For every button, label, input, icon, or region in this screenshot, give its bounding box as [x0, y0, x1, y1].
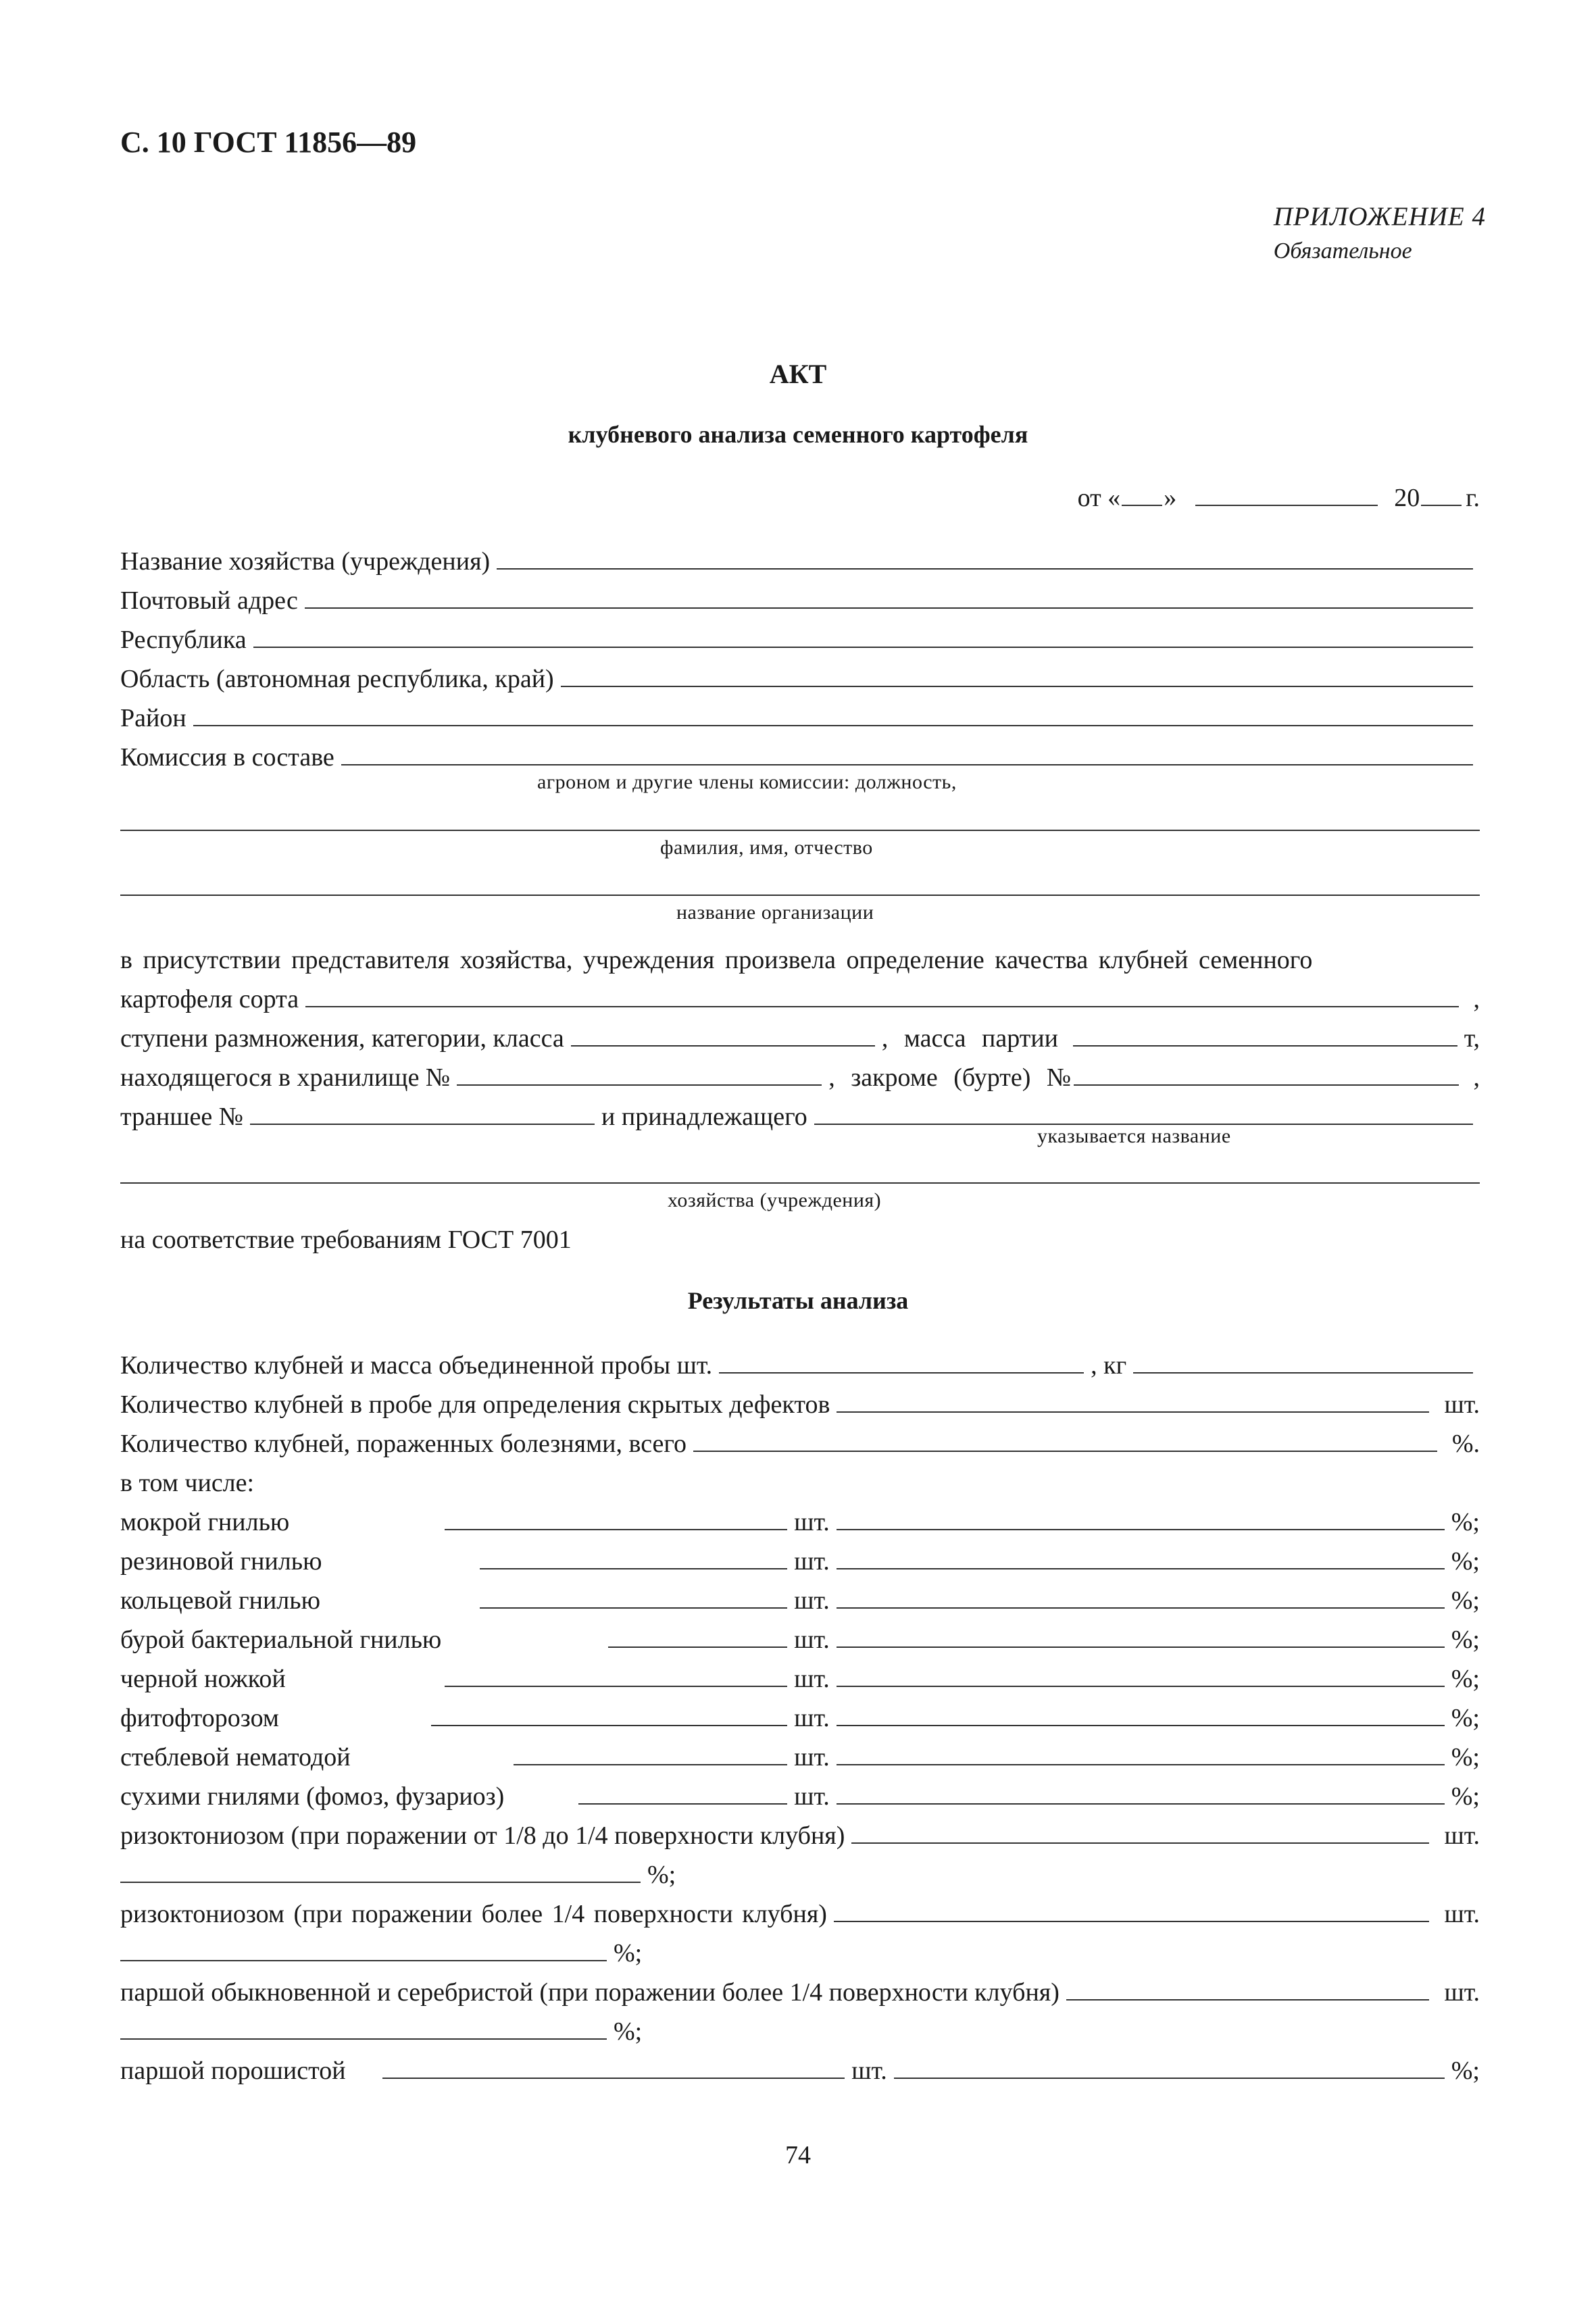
disease-count-field[interactable]: [514, 1764, 787, 1765]
disease-label: черной ножкой: [120, 1665, 286, 1693]
transhee-line: [120, 1092, 1480, 1130]
powdery-scab-count-field[interactable]: [382, 2078, 845, 2079]
disease-label: фитофторозом: [120, 1704, 279, 1732]
rhizoctonia-2-percent-field[interactable]: [120, 1960, 607, 1961]
farm-name-line: [120, 536, 1480, 574]
disease-percent-field[interactable]: [837, 1686, 1445, 1687]
variety-label: картофеля сорта: [120, 985, 299, 1013]
rhizoctonia-1-line: ризоктониозом (при поражении от 1/8 до 1/4 поверхности клубня) шт.: [120, 1821, 1480, 1850]
stage-label: ступени размножения, категории, класса: [120, 1024, 564, 1053]
sample-label: Количество клубней и масса объединенной пробы шт.: [120, 1351, 713, 1380]
disease-percent-field[interactable]: [837, 1803, 1445, 1805]
republic-line: [120, 615, 1480, 653]
address-field[interactable]: [305, 607, 1473, 609]
hint-farm-inst: хозяйства (учреждения): [668, 1189, 882, 1211]
stage-field[interactable]: [571, 1045, 875, 1047]
commission-members-field[interactable]: [120, 830, 1480, 831]
disease-row: резиновой гнилью шт. %;: [120, 1547, 1480, 1576]
stage-line: ступени размножения, категории, класса , масса партии т,: [120, 1024, 1480, 1053]
powdery-scab-line: паршой порошистой шт. %;: [120, 2057, 1480, 2085]
disease-label: кольцевой гнилью: [120, 1586, 320, 1615]
storage-line: находящегося в хранилище № , закроме (бурте) № ,: [120, 1063, 1480, 1092]
hint-fio: фамилия, имя, отчество: [660, 836, 873, 859]
including-line: [120, 1458, 1480, 1496]
zakrome-field[interactable]: [1074, 1084, 1458, 1086]
rhizoctonia-2-label: ризоктониозом (при поражении более 1/4 поверхности клубня): [120, 1900, 827, 1928]
commission-line: [120, 732, 1480, 770]
belonging-label: и принадлежащего: [601, 1103, 807, 1131]
appendix-title: ПРИЛОЖЕНИЕ 4: [1273, 202, 1486, 231]
disease-percent-field[interactable]: [837, 1725, 1445, 1726]
date-month-field[interactable]: [1195, 505, 1378, 506]
disease-row: фитофторозом шт. %;: [120, 1704, 1480, 1732]
farm-name-label: Название хозяйства (учреждения): [120, 547, 491, 576]
district-line: [120, 693, 1480, 731]
disease-count-field[interactable]: [480, 1568, 787, 1569]
hint-org: название организации: [676, 901, 874, 924]
disease-label: резиновой гнилью: [120, 1547, 322, 1576]
variety-line: картофеля сорта ,: [120, 985, 1480, 1013]
owner-field[interactable]: [120, 1182, 1480, 1184]
farm-name-field[interactable]: [497, 568, 1473, 570]
sample-mass-field[interactable]: [1133, 1372, 1473, 1374]
rhizoctonia-2-count-field[interactable]: [834, 1921, 1430, 1922]
disease-percent-field[interactable]: [837, 1529, 1445, 1530]
scab-label: паршой обыкновенной и серебристой (при поражении более 1/4 поверхности клубня): [120, 1978, 1059, 2007]
presence-line: [120, 935, 1480, 973]
standard-header: С. 10 ГОСТ 11856—89: [120, 126, 417, 159]
disease-count-field[interactable]: [445, 1529, 787, 1530]
mass-label: , масса партии: [881, 1024, 1059, 1053]
mass-field[interactable]: [1073, 1045, 1457, 1047]
date-day-field[interactable]: [1122, 505, 1162, 506]
disease-percent-field[interactable]: [837, 1568, 1445, 1569]
hidden-defects-line: Количество клубней в пробе для определения скрытых дефектов шт.: [120, 1390, 1480, 1419]
disease-label: бурой бактериальной гнилью: [120, 1626, 442, 1654]
disease-count-field[interactable]: [480, 1607, 787, 1609]
disease-row: стеблевой нематодой шт. %;: [120, 1743, 1480, 1771]
district-label: Район: [120, 704, 186, 732]
republic-field[interactable]: [253, 647, 1473, 648]
conformity-text: на соответствие требованиям ГОСТ 7001: [120, 1226, 572, 1254]
presence-text: в присутствии представителя хозяйства, учреждения произвела определение качества клубней семенного: [120, 946, 1313, 974]
rhizoctonia-1-percent-field[interactable]: [120, 1882, 641, 1883]
disease-percent-field[interactable]: [837, 1764, 1445, 1765]
storage-label: находящегося в хранилище №: [120, 1063, 451, 1092]
commission-label: Комиссия в составе: [120, 743, 334, 772]
variety-field[interactable]: [305, 1006, 1458, 1007]
address-line: [120, 576, 1480, 613]
disease-row: черной ножкой шт. %;: [120, 1665, 1480, 1693]
scab-percent-field[interactable]: [120, 2038, 607, 2040]
disease-row: кольцевой гнилью шт. %;: [120, 1586, 1480, 1615]
sample-count-field[interactable]: [719, 1372, 1084, 1374]
powdery-scab-label: паршой порошистой: [120, 2057, 346, 2085]
disease-percent-field[interactable]: [837, 1607, 1445, 1609]
zakrome-label: , закроме (бурте) №: [828, 1063, 1072, 1092]
disease-label: мокрой гнилью: [120, 1508, 290, 1536]
hint-agronom: агроном и другие члены комиссии: должность,: [537, 771, 957, 793]
region-field[interactable]: [561, 686, 1473, 687]
scab-percent-line: %;: [120, 2007, 642, 2044]
storage-field[interactable]: [457, 1084, 822, 1086]
hidden-defects-label: Количество клубней в пробе для определения скрытых дефектов: [120, 1390, 830, 1419]
hidden-defects-field[interactable]: [837, 1411, 1429, 1413]
organization-field[interactable]: [120, 895, 1480, 896]
powdery-scab-percent-field[interactable]: [894, 2078, 1445, 2079]
rhizoctonia-2-percent-line: %;: [120, 1928, 642, 1966]
appendix-status: Обязательное: [1273, 238, 1412, 263]
disease-count-field[interactable]: [578, 1803, 787, 1805]
page-number: 74: [785, 2141, 811, 2169]
hint-name-indicated: указывается название: [1037, 1125, 1231, 1147]
scab-count-field[interactable]: [1066, 1999, 1430, 2001]
transhee-field[interactable]: [250, 1124, 595, 1125]
diseased-field[interactable]: [693, 1451, 1437, 1452]
disease-percent-field[interactable]: [837, 1646, 1445, 1648]
date-year-field[interactable]: [1421, 505, 1462, 506]
transhee-label: траншее №: [120, 1103, 244, 1131]
rhizoctonia-1-count-field[interactable]: [851, 1842, 1429, 1844]
disease-label: стеблевой нематодой: [120, 1743, 351, 1771]
republic-label: Республика: [120, 626, 247, 654]
rhizoctonia-1-percent-line: %;: [120, 1850, 676, 1888]
date-line: от « » 20 г.: [1077, 484, 1480, 512]
rhizoctonia-1-label: ризоктониозом (при поражении от 1/8 до 1/4 поверхности клубня): [120, 1821, 845, 1850]
region-label: Область (автономная республика, край): [120, 665, 554, 693]
disease-row: бурой бактериальной гнилью шт. %;: [120, 1626, 1480, 1654]
disease-row: сухими гнилями (фомоз, фузариоз) шт. %;: [120, 1782, 1480, 1811]
disease-row: мокрой гнилью шт. %;: [120, 1508, 1480, 1536]
appendix-label: [1274, 201, 1486, 264]
conformity-line: [120, 1215, 1480, 1253]
diseased-line: Количество клубней, пораженных болезнями, всего %.: [120, 1430, 1480, 1458]
diseased-label: Количество клубней, пораженных болезнями, всего: [120, 1430, 687, 1458]
scab-line: паршой обыкновенной и серебристой (при поражении более 1/4 поверхности клубня) шт.: [120, 1978, 1480, 2007]
rhizoctonia-2-line: ризоктониозом (при поражении более 1/4 поверхности клубня) шт.: [120, 1900, 1480, 1928]
district-field[interactable]: [193, 725, 1473, 726]
address-label: Почтовый адрес: [120, 586, 298, 615]
disease-label: сухими гнилями (фомоз, фузариоз): [120, 1782, 505, 1811]
disease-count-field[interactable]: [608, 1646, 787, 1648]
results-heading: Результаты анализа: [687, 1287, 909, 1314]
act-subtitle: клубневого анализа семенного картофеля: [568, 421, 1028, 448]
region-line: [120, 654, 1480, 692]
including-label: в том числе:: [120, 1469, 255, 1497]
disease-count-field[interactable]: [431, 1725, 787, 1726]
act-title: АКТ: [769, 359, 827, 389]
commission-field[interactable]: [341, 764, 1473, 765]
sample-line: Количество клубней и масса объединенной пробы шт. , кг: [120, 1340, 1480, 1378]
disease-count-field[interactable]: [445, 1686, 787, 1687]
